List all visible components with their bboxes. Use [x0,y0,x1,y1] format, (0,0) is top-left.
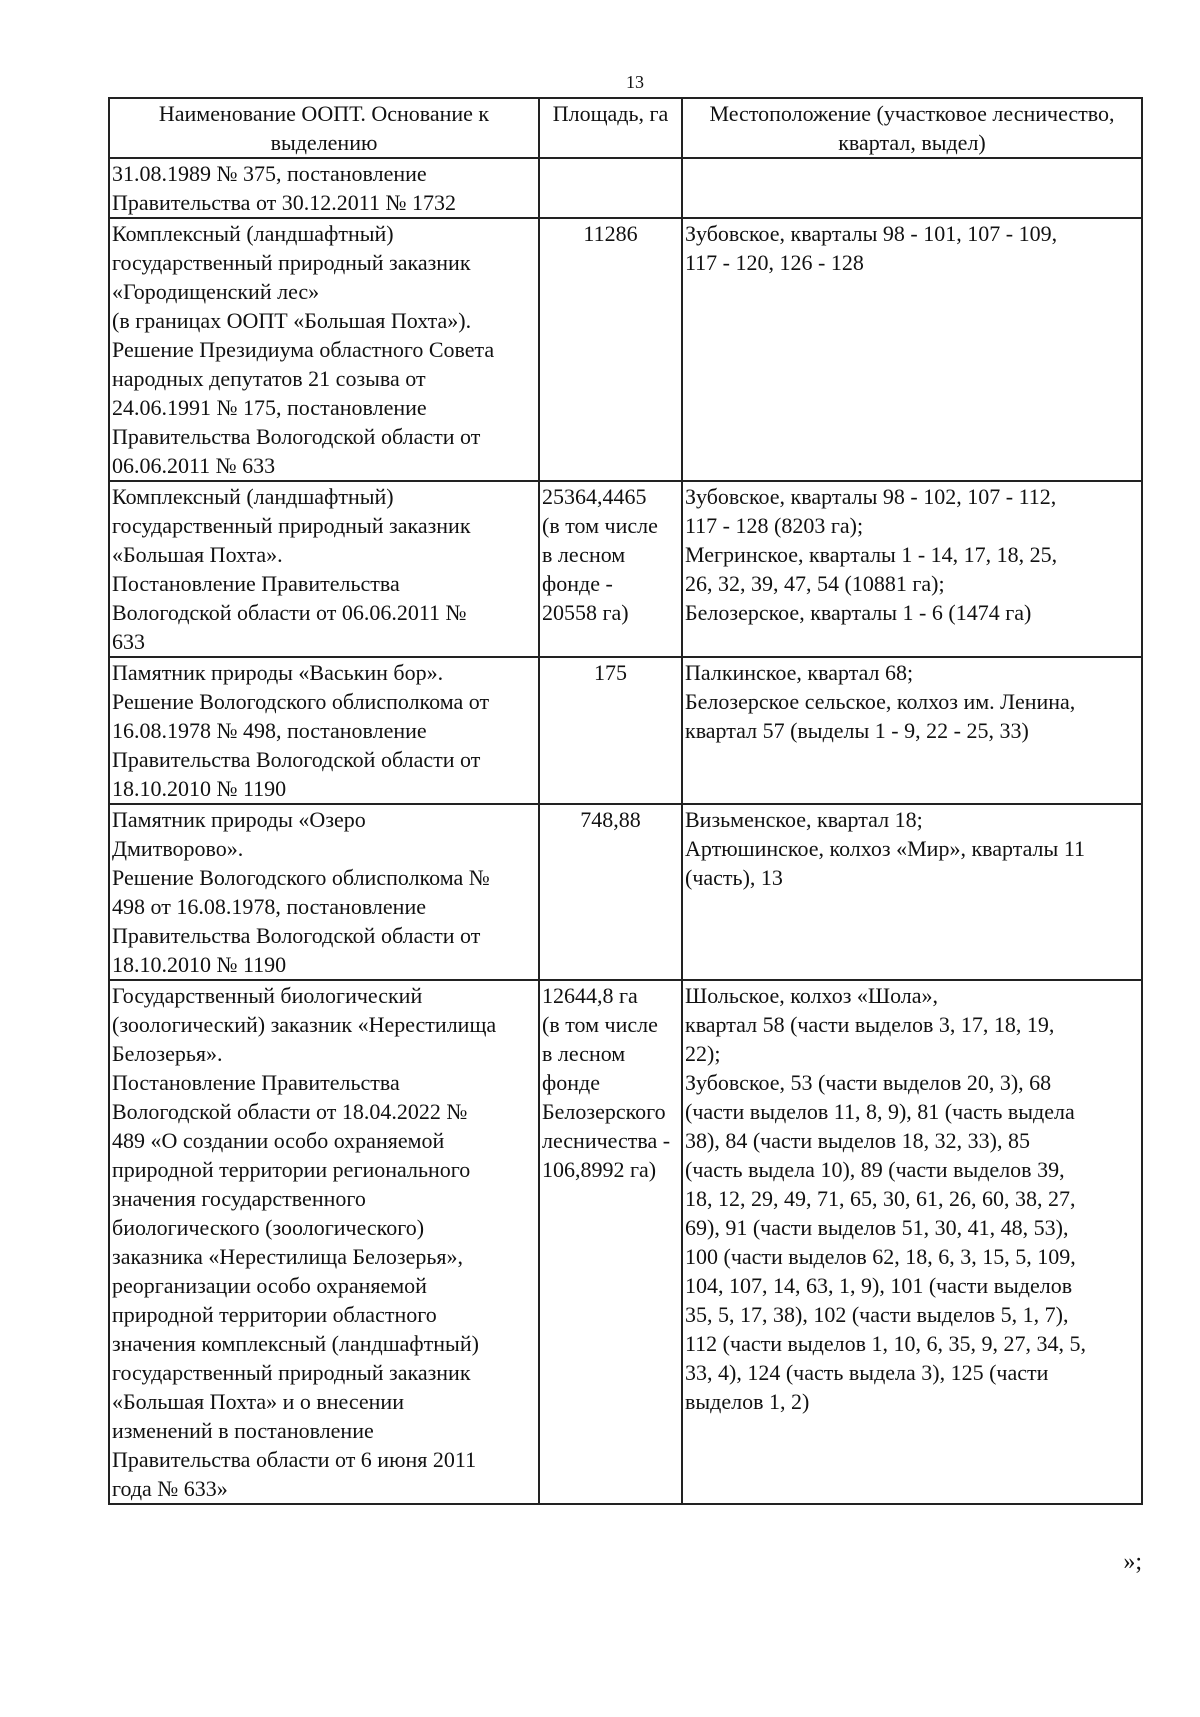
header-location: Местоположение (участковое лесничество, квартал, выдел) [682,98,1142,158]
closing-quote-mark: »; [1123,1549,1142,1575]
cell-location: Шольское, колхоз «Шола», квартал 58 (части выделов 3, 17, 18, 19, 22); Зубовское, 53 (части выделов 20, 3), 68 (части выделов 11, 8, 9), 81 (часть выдела 38), 84 (части выделов 18, 32, 33), 85 (часть выдела 10), 89 (части выделов 39, 18, 12, 29, 49, 71, 65, 30, 61, 26, 60, 38, 27, 69), 91 (части выделов 51, 30, 41, 48, 53), 100 (части выделов 62, 18, 6, 3, 15, 5, 109, 104, 107, 14, 63, 1, 9), 101 (части выделов 35, 5, 17, 38), 102 (части выделов 5, 1, 7), 112 (части выделов 1, 10, 6, 35, 9, 27, 34, 5, 33, 4), 124 (часть выдела 3), 125 (части выделов 1, 2) [682,980,1142,1504]
cell-name: Памятник природы «Васькин бор». Решение Вологодского облисполкома от 16.08.1978 № 498, постановление Правительства Вологодской области от 18.10.2010 № 1190 [109,657,539,804]
cell-location: Палкинское, квартал 68; Белозерское сельское, колхоз им. Ленина, квартал 57 (выделы 1 - 9, 22 - 25, 33) [682,657,1142,804]
table-row [109,657,1142,804]
table-row [109,980,1142,1504]
table-header-row [109,98,1142,158]
cell-name: Государственный биологический (зоологический) заказник «Нерестилища Белозерья». Постановление Правительства Вологодской области от 18.04.2022 № 489 «О создании особо охраняемой природной территории регионального значения государственного биологического (зоологического) заказника «Нерестилища Белозерья», реорганизации особо охраняемой природной территории областного значения комплексный (ландшафтный) государственный природный заказник «Большая Похта» и о внесении изменений в постановление Правительства области от 6 июня 2011 года № 633» [109,980,539,1504]
table-row [109,218,1142,481]
cell-area: 748,88 [539,804,682,980]
cell-location: Визьменское, квартал 18; Артюшинское, колхоз «Мир», кварталы 11 (часть), 13 [682,804,1142,980]
cell-name: Комплексный (ландшафтный) государственный природный заказник «Большая Похта». Постановление Правительства Вологодской области от 06.06.2011 № 633 [109,481,539,657]
header-name: Наименование ООПТ. Основание к выделению [109,98,539,158]
cell-area: 11286 [539,218,682,481]
cell-location [682,158,1142,218]
page-number: 13 [626,72,644,92]
cell-name: Памятник природы «Озеро Дмитворово». Решение Вологодского облисполкома № 498 от 16.08.1978, постановление Правительства Вологодской области от 18.10.2010 № 1190 [109,804,539,980]
header-area: Площадь, га [539,98,682,158]
cell-area: 175 [539,657,682,804]
protected-areas-table [108,97,1143,1505]
cell-location: Зубовское, кварталы 98 - 102, 107 - 112, 117 - 128 (8203 га); Мегринское, кварталы 1 - 14, 17, 18, 25, 26, 32, 39, 47, 54 (10881 га); Белозерское, кварталы 1 - 6 (1474 га) [682,481,1142,657]
cell-name: Комплексный (ландшафтный) государственный природный заказник «Городищенский лес» (в границах ООПТ «Большая Похта»). Решение Президиума областного Совета народных депутатов 21 созыва от 24.06.1991 № 175, постановление Правительства Вологодской области от 06.06.2011 № 633 [109,218,539,481]
table-row [109,158,1142,218]
cell-location: Зубовское, кварталы 98 - 101, 107 - 109, 117 - 120, 126 - 128 [682,218,1142,481]
cell-area: 12644,8 га (в том числе в лесном фонде Белозерского лесничества - 106,8992 га) [539,980,682,1504]
table-row [109,481,1142,657]
cell-area [539,158,682,218]
cell-name: 31.08.1989 № 375, постановление Правительства от 30.12.2011 № 1732 [109,158,539,218]
cell-area: 25364,4465 (в том числе в лесном фонде - 20558 га) [539,481,682,657]
table-row [109,804,1142,980]
